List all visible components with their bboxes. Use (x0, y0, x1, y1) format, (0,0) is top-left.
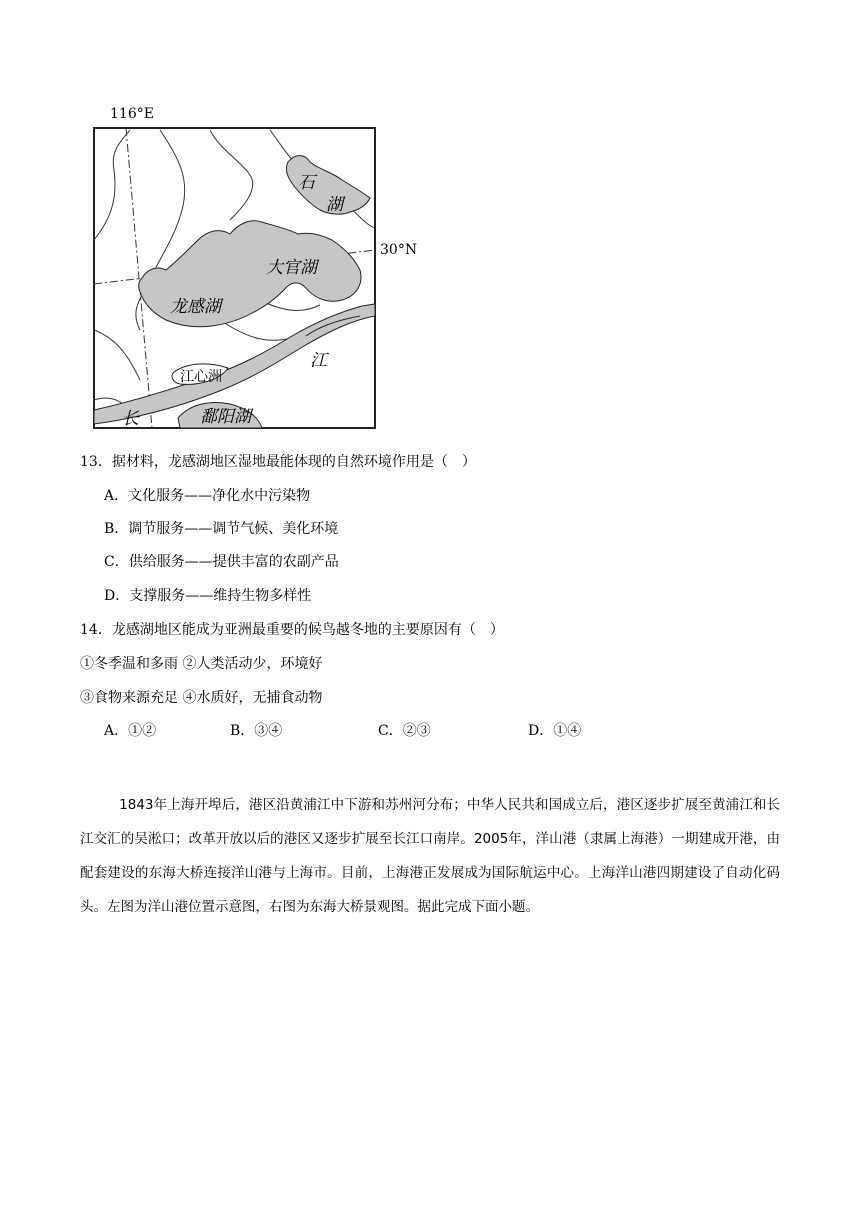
q13-option-b: B．调节服务——调节气候、美化环境 (104, 521, 339, 537)
chang-label: 长 (122, 409, 139, 429)
poyang-lake-label: 鄱阳湖 (200, 407, 251, 427)
q14-statement-2: ③食物来源充足 ④水质好，无捕食动物 (80, 690, 323, 706)
q14-statement-1: ①冬季温和多雨 ②人类活动少，环境好 (80, 656, 323, 672)
jiangxinzhou-label: 江心洲 (180, 369, 222, 385)
q14-option-b: B．③④ (230, 723, 283, 739)
q13-option-c: C．供给服务——提供丰富的农副产品 (104, 554, 339, 570)
q13-option-d: D．支撑服务——维持生物多样性 (104, 588, 312, 604)
lake-region-map (70, 100, 430, 440)
jiang-label: 江 (310, 351, 327, 371)
q14-option-a: A．①② (104, 723, 157, 739)
shi-lake-label-2: 湖 (326, 195, 343, 215)
q14-stem: 14．龙感湖地区能成为亚洲最重要的候鸟越冬地的主要原因有（ ） (80, 622, 504, 638)
daguan-lake-label: 大官湖 (266, 258, 317, 278)
map-graphic (70, 100, 430, 440)
longgan-lake-label: 龙感湖 (170, 297, 221, 317)
latitude-label: 30°N (380, 242, 418, 258)
q14-option-c: C．②③ (378, 723, 431, 739)
q14-option-d: D．①④ (528, 723, 582, 739)
passage-paragraph: 1843年上海开埠后，港区沿黄浦江中下游和苏州河分布；中华人民共和国成立后，港区逐步扩展至黄浦江和长江交汇的吴淞口；改革开放以后的港区又逐步扩展至长江口南岸。2005年，洋山港（隶属上海港）一期建成开港，由配套建设的东海大桥连接洋山港与上海市。目前，上海港正发展成为国际航运中心。上海洋山港四期建设了自动化码头。左图为洋山港位置示意图，右图为东海大桥景观图。据此完成下面小题。 (80, 797, 780, 915)
q13-option-a: A．文化服务——净化水中污染物 (104, 488, 311, 504)
shi-lake-label-1: 石 (298, 173, 315, 193)
longitude-label: 116°E (110, 106, 154, 122)
q13-stem: 13．据材料，龙感湖地区湿地最能体现的自然环境作用是（ ） (80, 454, 476, 470)
